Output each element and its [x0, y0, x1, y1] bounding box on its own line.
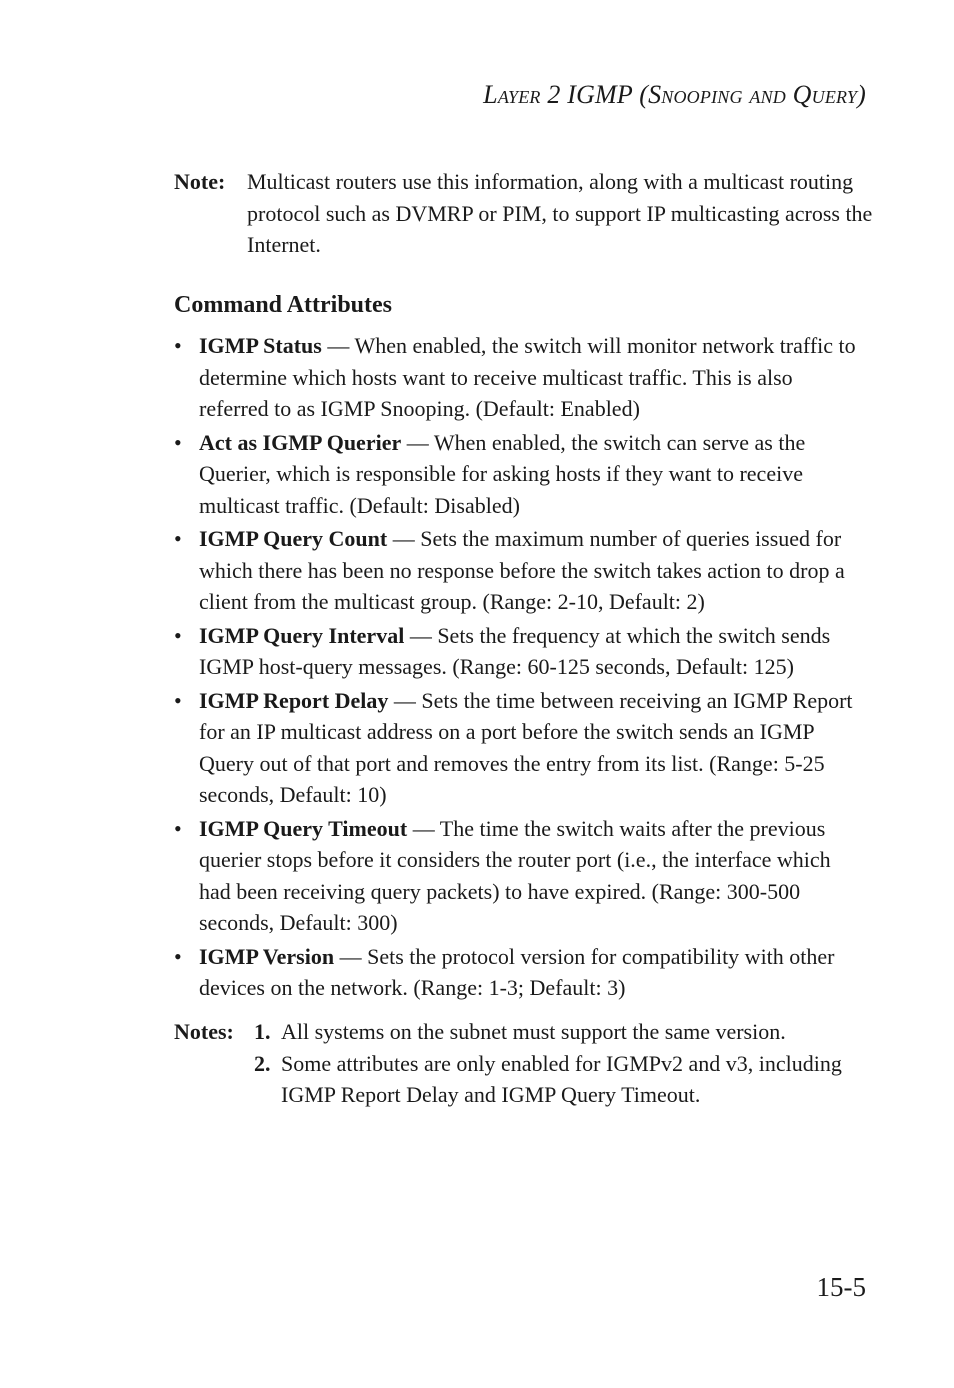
attribute-name: IGMP Query Interval — [199, 622, 405, 648]
attribute-description: — When enabled, the switch can serve as the Querier, which is responsible for asking hosts if they want to receive multicast traffic. (Default: Disabled) — [199, 429, 806, 518]
running-header: Layer 2 IGMP (Snooping and Query) — [483, 80, 866, 109]
attribute-name: IGMP Version — [199, 943, 335, 969]
section-title: Command Attributes — [174, 292, 393, 318]
attribute-report-delay — [174, 685, 864, 811]
attribute-name: IGMP Query Timeout — [199, 815, 408, 841]
notes-text: All systems on the subnet must support the same version. — [281, 1019, 786, 1044]
attribute-description: — When enabled, the switch will monitor network traffic to determine which hosts want to receive multicast traffic. This is also referred to as IGMP Snooping. (Default: Enabled) — [199, 333, 856, 421]
notes-number: 2. — [254, 1050, 271, 1076]
page-number: 15-5 — [816, 1272, 866, 1302]
attribute-name: IGMP Report Delay — [199, 687, 389, 713]
notes-block — [174, 1016, 874, 1111]
attribute-description: — Sets the maximum number of queries issued for which there has been no response before the switch takes action to drop a client from the multicast group. (Range: 2-10, Default: 2) — [199, 526, 845, 614]
notes-item — [174, 1016, 874, 1048]
attribute-name: IGMP Query Count — [199, 526, 388, 551]
bullet: • — [174, 687, 182, 713]
note-text: Multicast routers use this information, along with a multicast routing protocol such as DVMRP or PIM, to support IP multicasting across the Internet. — [247, 169, 873, 257]
attribute-act-as-querier — [174, 427, 864, 522]
bullet: • — [174, 622, 182, 648]
bullet: • — [174, 333, 182, 358]
bullet: • — [174, 526, 182, 551]
attribute-query-timeout — [174, 813, 864, 939]
bullet: • — [174, 815, 182, 841]
attribute-description: — Sets the time between receiving an IGMP Report for an IP multicast address on a port before the switch sends an IGMP Query out of that port and removes the entry from its list. (Range: 5-25 seconds, Default: 10) — [199, 687, 853, 807]
notes-item — [174, 1048, 874, 1111]
attribute-query-count — [174, 523, 864, 618]
bullet: • — [174, 943, 182, 969]
attribute-query-interval — [174, 620, 864, 683]
attribute-description: — Sets the frequency at which the switch sends IGMP host-query messages. (Range: 60-125 seconds, Default: 125) — [199, 622, 831, 679]
attribute-description: — The time the switch waits after the previous querier stops before it considers the router port (i.e., the interface which had been receiving query packets) to have expired. (Range: 300-500 seconds, Default: 300) — [199, 815, 831, 935]
attribute-name: Act as IGMP Querier — [199, 429, 402, 455]
attribute-igmp-version — [174, 941, 864, 1004]
command-attributes-list — [174, 330, 864, 1006]
notes-label: Notes: — [174, 1019, 234, 1044]
notes-text: Some attributes are only enabled for IGMPv2 and v3, including IGMP Report Delay and IGMP Query Timeout. — [281, 1050, 842, 1107]
attribute-igmp-status — [174, 330, 864, 425]
note-block — [174, 166, 874, 261]
attribute-description: — Sets the protocol version for compatibility with other devices on the network. (Range: 1-3; Default: 3) — [199, 943, 835, 1000]
bullet: • — [174, 429, 182, 455]
note-label: Note: — [174, 169, 226, 194]
attribute-name: IGMP Status — [199, 333, 322, 358]
notes-number: 1. — [254, 1019, 271, 1044]
